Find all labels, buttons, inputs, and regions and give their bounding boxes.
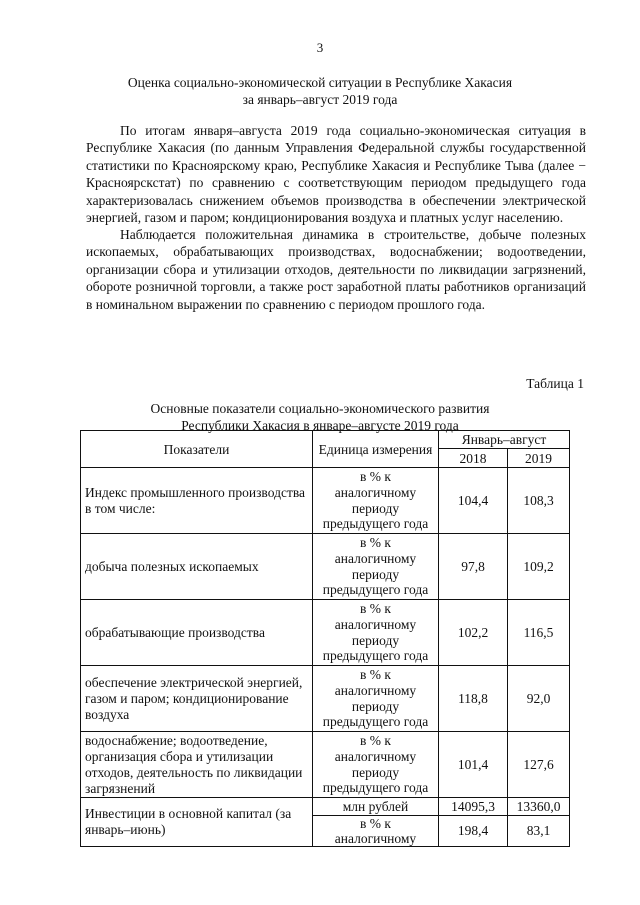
unit-line: аналогичному xyxy=(334,682,417,698)
unit-line: периоду xyxy=(351,566,400,582)
unit-line: периоду xyxy=(351,500,400,516)
header-year-2018: 2018 xyxy=(439,449,508,468)
paragraph-2: Наблюдается положительная динамика в строительстве, добыче полезных ископаемых, обрабатывающих производствах, водоснабжении; водоотведении, организации сбора и утилизации отходов, деятельности по ликвидации загрязнений, обороте розничной торговли, а также рост заработной платы работников организаций в номинальном выражении по сравнению с периодом прошлого года. xyxy=(86,227,586,312)
value-2018: 102,2 xyxy=(439,600,508,666)
value-2018: 198,4 xyxy=(439,816,508,847)
unit-line: предыдущего года xyxy=(322,582,429,598)
indicator-name: обеспечение электрической энергией, газом и паром; кондиционирование воздуха xyxy=(81,666,313,732)
document-title xyxy=(0,74,640,108)
value-2019: 13360,0 xyxy=(508,798,570,816)
value-2018: 14095,3 xyxy=(439,798,508,816)
unit-line: аналогичному xyxy=(334,484,417,500)
table-row xyxy=(81,666,570,732)
table-title-line-2: Республики Хакасия в январе–августе 2019 года xyxy=(181,418,459,433)
indicator-name: добыча полезных ископаемых xyxy=(81,534,313,600)
unit-line: в % к xyxy=(360,535,391,551)
unit-cell xyxy=(313,534,439,600)
value-2019: 92,0 xyxy=(508,666,570,732)
unit-line: в % к xyxy=(360,733,391,749)
unit-line: аналогичному xyxy=(334,748,417,764)
table-row xyxy=(81,534,570,600)
table-row xyxy=(81,732,570,798)
value-2018: 118,8 xyxy=(439,666,508,732)
unit-line: аналогичному xyxy=(334,550,417,566)
value-2018: 101,4 xyxy=(439,732,508,798)
paragraph-1: По итогам января–августа 2019 года социально-экономическая ситуация в Республике Хакасия (по данным Управления Федеральной службы государственной статистики по Красноярскому краю, Республике Хакасия и Республике Тыва (далее − Красноярскстат) по сравнению с соответствующим периодом предыдущего года характеризовалась снижением объемов производства в обеспечении электрической энергией, газом и паром; кондиционирования воздуха и платных услуг населению. xyxy=(86,123,586,226)
unit-cell xyxy=(313,732,439,798)
unit-line: периоду xyxy=(351,632,400,648)
header-indicator: Показатели xyxy=(81,431,313,468)
indicators-table xyxy=(80,430,570,847)
table-row xyxy=(81,468,570,534)
table-title-line-1: Основные показатели социально-экономического развития xyxy=(150,401,490,416)
unit-line: предыдущего года xyxy=(322,780,429,796)
unit-line: в % к xyxy=(360,667,391,683)
value-2019: 116,5 xyxy=(508,600,570,666)
value-2019: 109,2 xyxy=(508,534,570,600)
table-label: Таблица 1 xyxy=(526,376,584,391)
value-2019: 108,3 xyxy=(508,468,570,534)
unit-line: в % к xyxy=(360,601,391,617)
unit-line: аналогичному xyxy=(334,616,417,632)
value-2019: 127,6 xyxy=(508,732,570,798)
value-2018: 104,4 xyxy=(439,468,508,534)
indicator-name: обрабатывающие производства xyxy=(81,600,313,666)
value-2019: 83,1 xyxy=(508,816,570,847)
unit-line: предыдущего года xyxy=(322,648,429,664)
indicator-name-investment: Инвестиции в основной капитал (за январь–июнь) xyxy=(81,798,313,847)
title-line-1: Оценка социально-экономической ситуации в Республике Хакасия xyxy=(127,75,513,90)
unit-cell xyxy=(313,666,439,732)
indicator-name: Индекс промышленного производства в том числе: xyxy=(81,468,313,534)
table-title xyxy=(0,400,640,434)
header-unit: Единица измерения xyxy=(313,431,439,468)
unit-line: предыдущего года xyxy=(322,714,429,730)
unit-line: в % к xyxy=(360,469,391,485)
unit-cell xyxy=(313,468,439,534)
page-number: 3 xyxy=(316,40,324,55)
table-row xyxy=(81,600,570,666)
title-line-2: за январь–август 2019 года xyxy=(242,92,398,107)
value-2018: 97,8 xyxy=(439,534,508,600)
unit-line: аналогичному xyxy=(334,831,417,846)
indicator-name: водоснабжение; водоотведение, организация сбора и утилизации отходов, деятельность по ликвидации загрязнений xyxy=(81,732,313,798)
unit-line: периоду xyxy=(351,764,400,780)
header-period: Январь–август xyxy=(439,431,570,449)
table-row-investment xyxy=(81,798,570,816)
unit-line: периоду xyxy=(351,698,400,714)
unit-line: в % к xyxy=(360,816,391,831)
unit-cell xyxy=(313,816,439,847)
unit-line: предыдущего года xyxy=(322,516,429,532)
header-year-2019: 2019 xyxy=(508,449,570,468)
table-header-row xyxy=(81,431,570,449)
unit-cell xyxy=(313,600,439,666)
unit-cell-rubles: млн рублей xyxy=(313,798,439,816)
